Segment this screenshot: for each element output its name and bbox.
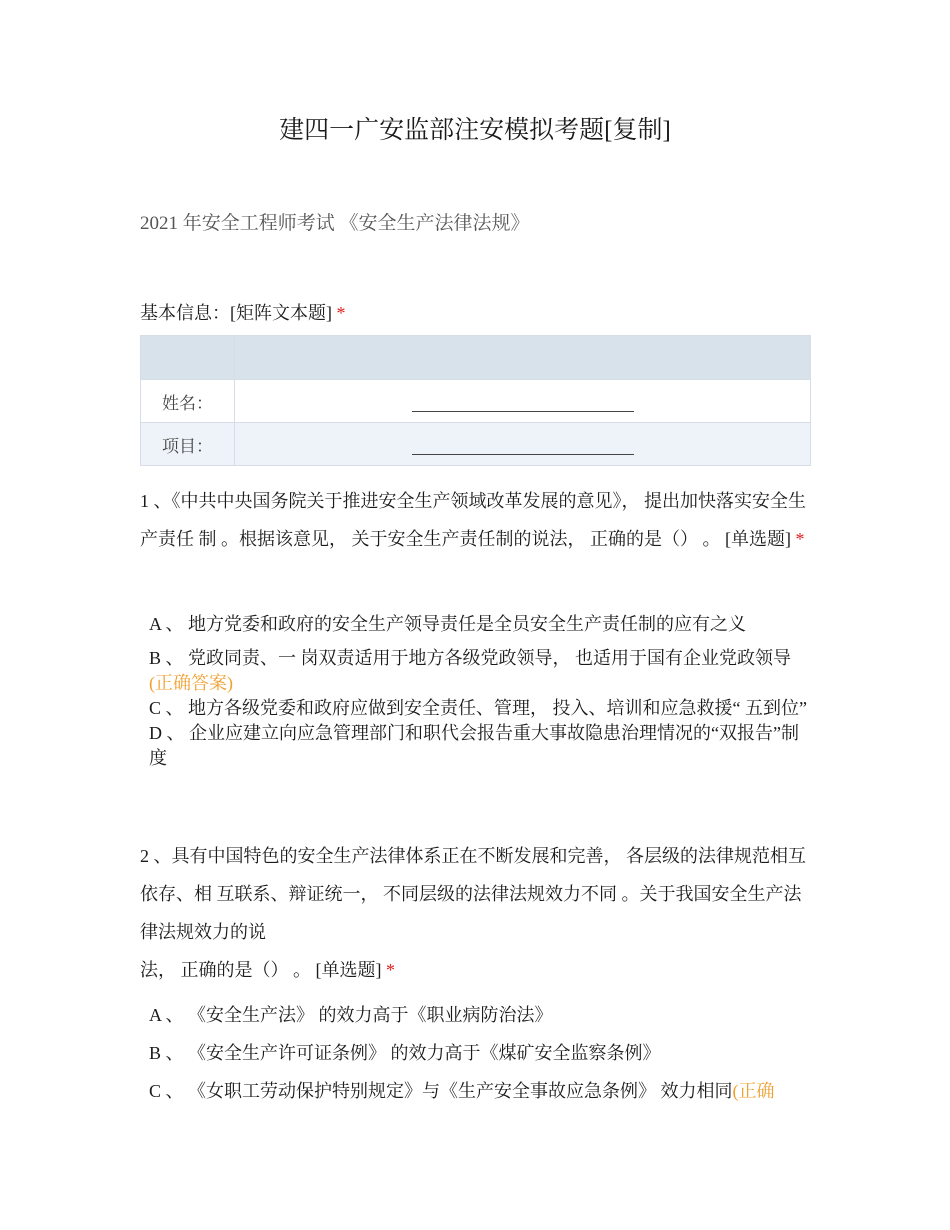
option-text: D 、 企业应建立向应急管理部门和职代会报告重大事故隐患治理情况的“双报告”制度 — [149, 723, 799, 768]
document-title: 建四一广安监部注安模拟考题[复制] — [279, 117, 671, 144]
name-input-cell[interactable] — [235, 380, 811, 423]
question-2-text-cont — [140, 951, 815, 989]
required-mark: * — [795, 529, 805, 549]
matrix-row-label: 项目： — [141, 423, 235, 466]
required-mark: * — [386, 960, 395, 980]
option-c[interactable] — [149, 1079, 809, 1104]
option-text: C 、 《女职工劳动保护特别规定》与《生产安全事故应急条例》 效力相同 — [149, 1081, 733, 1101]
correct-answer-tag: (正确答案) — [149, 673, 233, 693]
question-2-text: 2 、具有中国特色的安全生产法律体系正在不断发展和完善， 各层级的法律规范相互依存、相 互联系、辩证统一， 不同层级的法律法规效力不同 。关于我国安全生产法律法规效力的说 — [140, 846, 806, 942]
required-mark: * — [336, 303, 346, 323]
option-d[interactable] — [149, 721, 809, 771]
question-1 — [140, 482, 815, 558]
correct-answer-tag: (正确 — [732, 1081, 775, 1101]
document-subtitle: 2021 年安全工程师考试 《安全生产法律法规》 — [140, 213, 530, 234]
question-1-options — [149, 612, 809, 771]
option-b[interactable] — [149, 1041, 809, 1066]
option-text: A 、 地方党委和政府的安全生产领导责任是全员安全生产责任制的应有之义 — [149, 614, 747, 634]
matrix-row-name — [141, 380, 811, 423]
question-2 — [140, 837, 815, 989]
matrix-header-cell — [235, 336, 811, 380]
question-2-text-tail: 法， 正确的是（） 。 [单选题] — [140, 960, 382, 980]
option-text: A 、 《安全生产法》 的效力高于《职业病防治法》 — [149, 1005, 553, 1025]
info-label-text: 基本信息：[矩阵文本题] — [140, 303, 332, 323]
info-matrix-table — [140, 335, 811, 466]
question-1-text: 1 、《中共中央国务院关于推进安全生产领域改革发展的意见》， 提出加快落实安全生产责任 制 。根据该意见， 关于安全生产责任制的说法， 正确的是（） 。 [单选题] — [140, 491, 806, 549]
option-c[interactable] — [149, 696, 809, 721]
matrix-row-project — [141, 423, 811, 466]
option-text: B 、 《安全生产许可证条例》 的效力高于《煤矿安全监察条例》 — [149, 1043, 661, 1063]
name-input-line[interactable] — [412, 393, 634, 412]
option-b[interactable] — [149, 646, 809, 696]
project-input-cell[interactable] — [235, 423, 811, 466]
question-2-options — [149, 1003, 809, 1104]
matrix-header-row — [141, 336, 811, 380]
matrix-header-cell — [141, 336, 235, 380]
option-a[interactable] — [149, 612, 809, 637]
project-input-line[interactable] — [412, 436, 634, 455]
option-text: C 、 地方各级党委和政府应做到安全责任、管理， 投入、培训和应急救援“ 五到位” — [149, 698, 807, 718]
matrix-row-label: 姓名： — [141, 380, 235, 423]
option-a[interactable] — [149, 1003, 809, 1028]
option-text: B 、 党政同责、一 岗双责适用于地方各级党政领导， 也适用于国有企业党政领导 — [149, 648, 792, 668]
info-section-label — [140, 299, 346, 325]
